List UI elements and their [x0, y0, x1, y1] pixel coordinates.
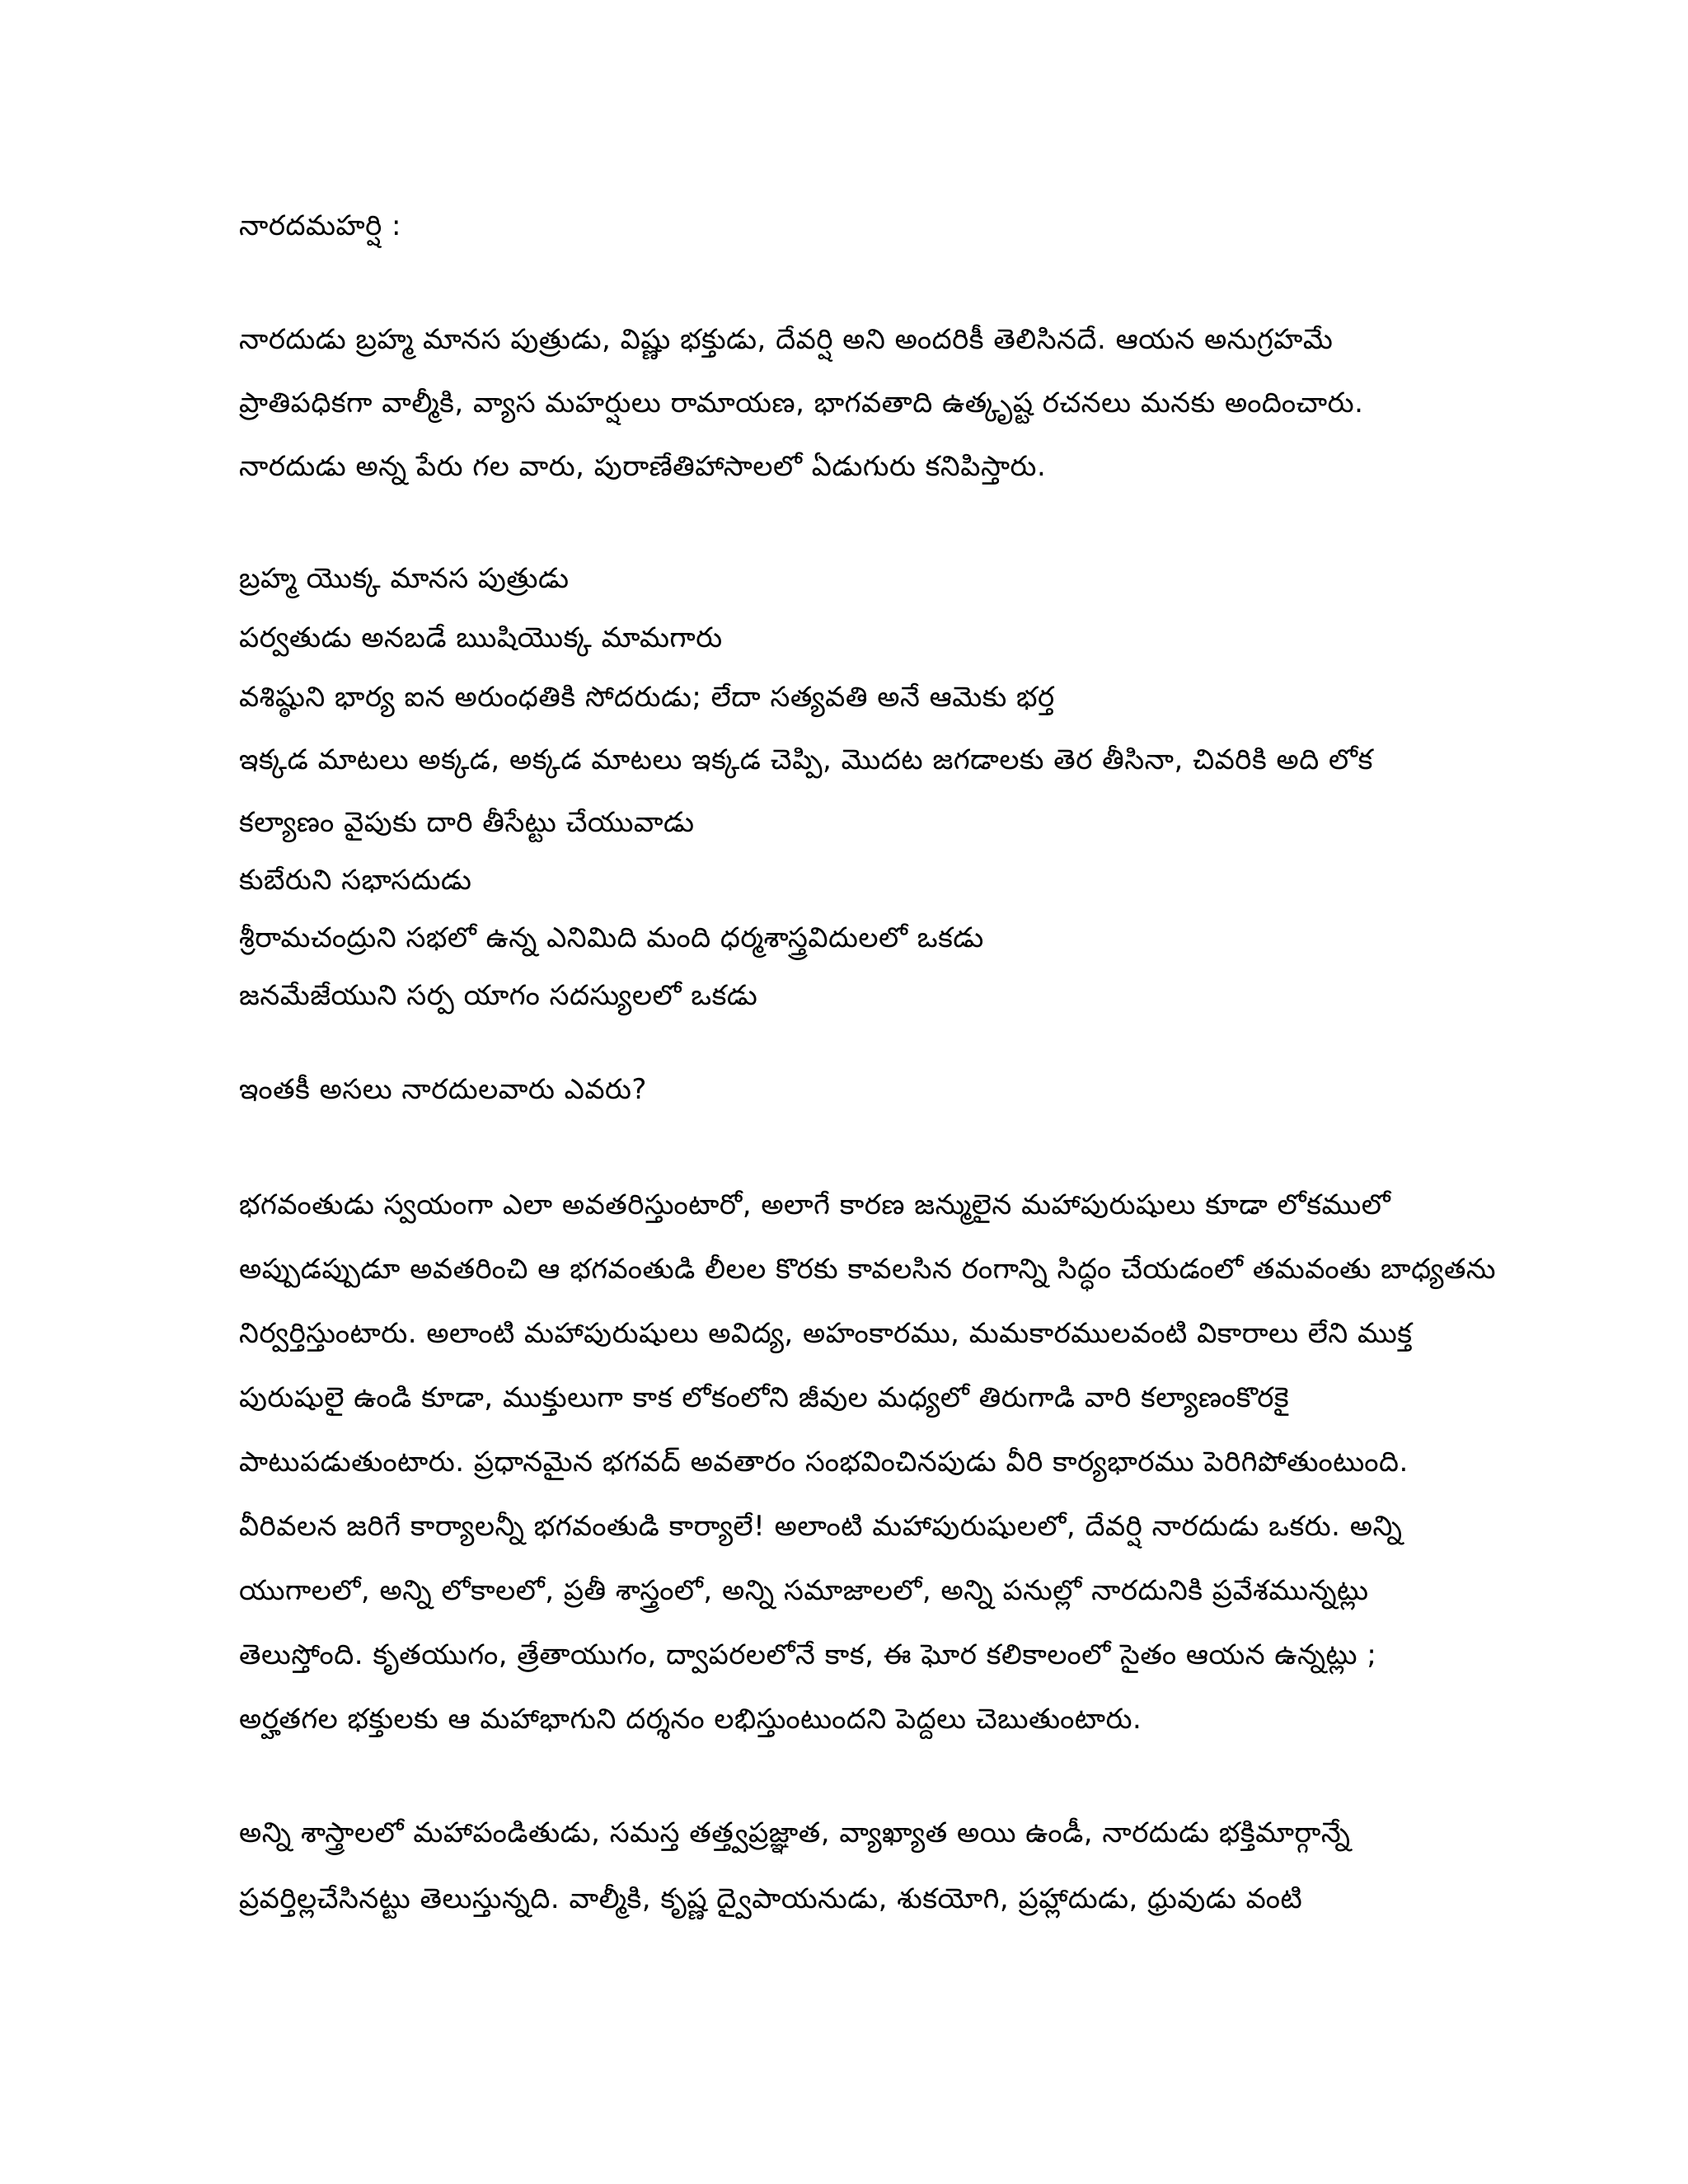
list-item: కుబేరుని సభాసదుడు	[239, 864, 472, 897]
paragraph-line: భగవంతుడు స్వయంగా ఎలా అవతరిస్తుంటారో, అలాగే కారణ జన్ములైన మహాపురుషులు కూడా లోకములో	[239, 1188, 1391, 1221]
list-item: బ్రహ్మ యొక్క మానస పుత్రుడు	[239, 562, 570, 595]
paragraph-line: వీరివలన జరిగే కార్యాలన్నీ భగవంతుడి కార్యాలే! అలాంటి మహాపురుషులలో, దేవర్షి నారదుడు ఒకరు. అన్ని	[239, 1510, 1403, 1543]
list-item: కల్యాణం వైపుకు దారి తీసేట్టు చేయువాడు	[239, 806, 695, 839]
list-item: జనమేజేయుని సర్ప యాగం సదస్యులలో ఒకడు	[239, 979, 758, 1012]
paragraph-line: నారదుడు అన్న పేరు గల వారు, పురాణేతిహాసాలలో ఏడుగురు కనిపిస్తారు.	[239, 450, 1047, 483]
paragraph-line: యుగాలలో, అన్ని లోకాలలో, ప్రతీ శాస్త్రంలో, అన్ని సమాజాలలో, అన్ని పనుల్లో నారదునికి ప్రవేశమున్నట్లు	[239, 1574, 1369, 1607]
list-item: శ్రీరామచంద్రుని సభలో ఉన్న ఎనిమిది మంది ధర్మశాస్త్రవిదులలో ఒకడు	[239, 921, 984, 954]
paragraph-line: అర్హతగల భక్తులకు ఆ మహాభాగుని దర్శనం లభిస్తుంటుందని పెద్దలు చెబుతుంటారు.	[239, 1703, 1142, 1736]
list-item: పర్వతుడు అనబడే ఋషియొక్క మామగారు	[239, 621, 723, 654]
question-heading: ఇంతకీ అసలు నారదులవారు ఎవరు?	[239, 1073, 647, 1106]
document-title: నారదమహర్షి :	[239, 209, 402, 242]
paragraph-line: ప్రవర్తిల్లచేసినట్టు తెలుస్తున్నది. వాల్మీకి, కృష్ణ ద్వైపాయనుడు, శుకయోగి, ప్రహ్లాదుడు, ధ్రువుడు వంటి	[239, 1882, 1303, 1915]
paragraph-line: నారదుడు బ్రహ్మ మానస పుత్రుడు, విష్ణు భక్తుడు, దేవర్షి అని అందరికీ తెలిసినదే. ఆయన అనుగ్రహమే	[239, 323, 1334, 356]
paragraph-line: పాటుపడుతుంటారు. ప్రధానమైన భగవద్ అవతారం సంభవించినపుడు వీరి కార్యభారము పెరిగిపోతుంటుంది.	[239, 1446, 1409, 1479]
paragraph-line: ప్రాతిపధికగా వాల్మీకి, వ్యాస మహర్షులు రామాయణ, భాగవతాది ఉత్కృష్ట రచనలు మనకు అందించారు.	[239, 387, 1364, 419]
paragraph-line: నిర్వర్తిస్తుంటారు. అలాంటి మహాపురుషులు అవిద్య, అహంకారము, మమకారములవంటి వికారాలు లేని ముక్త	[239, 1317, 1413, 1350]
list-item: వశిష్ఠుని భార్య ఐన అరుంధతికి సోదరుడు; లేదా సత్యవతి అనే ఆమెకు భర్త	[239, 681, 1055, 714]
paragraph-line: అప్పుడప్పుడూ అవతరించి ఆ భగవంతుడి లీలల కొరకు కావలసిన రంగాన్ని సిద్ధం చేయడంలో తమవంతు బాధ్యతను	[239, 1253, 1497, 1286]
list-item: ఇక్కడ మాటలు అక్కడ, అక్కడ మాటలు ఇక్కడ చెప్పి, మొదట జగడాలకు తెర తీసినా, చివరికి అది లోక	[239, 743, 1373, 776]
paragraph-line: అన్ని శాస్త్రాలలో మహాపండితుడు, సమస్త తత్త్వప్రజ్ఞాత, వ్యాఖ్యాత అయి ఉండీ, నారదుడు భక్తిమార్గాన్నే	[239, 1816, 1351, 1849]
paragraph-line: తెలుస్తోంది. కృతయుగం, త్రేతాయుగం, ద్వాపరలలోనే కాక, ఈ ఘోర కలికాలంలో సైతం ఆయన ఉన్నట్లు ;	[239, 1638, 1377, 1671]
paragraph-line: పురుషులై ఉండి కూడా, ముక్తులుగా కాక లోకంలోని జీవుల మధ్యలో తిరుగాడి వారి కల్యాణంకొరకై	[239, 1381, 1290, 1414]
